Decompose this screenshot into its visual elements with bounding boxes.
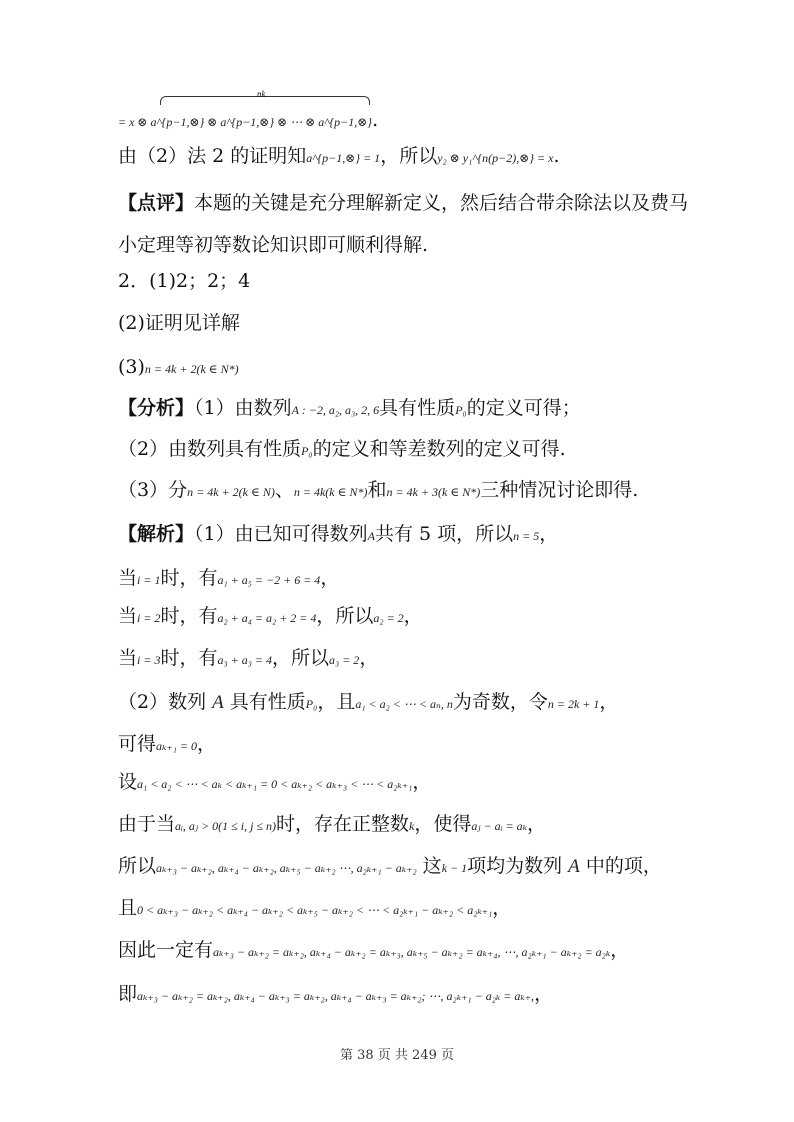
text-line (118, 396, 738, 422)
math-expression: i = 3 (137, 653, 161, 667)
math-expression: i = 2 (137, 611, 161, 625)
text-segment: 所以 (118, 855, 157, 877)
math-expression: i = 1 (137, 573, 161, 587)
text-segment: ，且 (317, 691, 356, 713)
math-expression: y₂ ⊗ y₁^{n(p−2),⊗} = x (437, 151, 554, 165)
text-line (118, 311, 738, 335)
text-line (118, 896, 738, 922)
math-expression: aₖ₊₃ − aₖ₊₂ = aₖ₊₂, aₖ₊₄ − aₖ₊₂ = aₖ₊₃, aₖ₊₅ − aₖ₊₂ = aₖ₊₄, ⋯, a₂ₖ₊₁ − aₖ₊₂ = a₂ₖ (213, 945, 611, 959)
math-expression: aⱼ − aᵢ = aₖ (471, 819, 528, 833)
math-expression: P₀ (305, 697, 318, 711)
text-segment: 三种情况讨论即得. (480, 479, 639, 501)
math-expression: a₂ + a₄ = a₂ + 2 = 4 (217, 611, 317, 625)
math-expression: aₖ₊₃ − aₖ₊₂ = aₖ₊₂, aₖ₊₄ − aₖ₊₃ = aₖ₊₂, aₖ₊₄ − aₖ₊₃ = aₖ₊₂; ⋯, a₂ₖ₊₁ − a₂ₖ = aₖ₊, (137, 989, 535, 1003)
math-expression: k − 1 (441, 861, 468, 875)
text-line (118, 982, 738, 1008)
text-segment: （2）由数列具有性质 (118, 438, 302, 460)
math-expression: a₃ = 2 (329, 653, 360, 667)
math-expression: A : −2, a₂, a₃, 2, 6 (291, 403, 380, 417)
text-segment: 和 (367, 479, 387, 501)
text-line (118, 191, 738, 215)
math-expression: a^{p−1,⊗} ⊗ a^{p−1,⊗} ⊗ ⋯ ⊗ a^{p−1,⊗} (150, 115, 373, 129)
math-expression: n = 4k + 2(k ∈ N) (187, 485, 275, 499)
text-segment: 时，存在正整数 (276, 813, 410, 835)
text-segment: 时，有 (160, 647, 218, 669)
text-segment: . (372, 109, 379, 131)
text-segment: 设 (118, 771, 138, 793)
section-label: 【点评】 (118, 192, 195, 214)
text-segment: 由（2）法 2 的证明知 (118, 145, 307, 167)
text-segment: . (553, 145, 560, 167)
text-line (118, 690, 738, 716)
text-segment: 本题的关键是充分理解新定义，然后结合带余除法以及费马 (194, 192, 689, 214)
text-segment: 当 (118, 567, 138, 589)
text-segment: ， (320, 567, 340, 589)
math-expression: aₖ₊₃ − aₖ₊₂, aₖ₊₄ − aₖ₊₂, aₖ₊₅ − aₖ₊₂ ⋯, a₂ₖ₊₁ − aₖ₊₂ (156, 861, 417, 875)
overbrace-expression (150, 89, 373, 134)
text-line (118, 938, 738, 964)
math-expression: a₂ = 2 (373, 611, 404, 625)
text-segment: 共有 5 项，所以 (374, 523, 514, 545)
math-expression: aₖ₊₁ = 0 (156, 739, 197, 753)
text-segment: 具有性质 (223, 691, 306, 713)
text-segment: (2)证明见详解 (118, 312, 240, 334)
text-segment: ，所以 (316, 605, 374, 627)
text-segment: ， (403, 605, 423, 627)
text-line (118, 478, 738, 504)
math-expression: n = 2k + 1 (547, 697, 600, 711)
math-symbol: A (568, 856, 580, 877)
text-line (118, 812, 738, 838)
text-segment: 时，有 (160, 605, 218, 627)
text-line (118, 604, 738, 630)
math-expression: 0 < aₖ₊₃ − aₖ₊₂ < aₖ₊₄ − aₖ₊₂ < aₖ₊₅ − aₖ₊₂ < ⋯ < a₂ₖ₊₁ − aₖ₊₂ < a₂ₖ₊₁ (137, 903, 493, 917)
text-segment: 项均为数列 (467, 855, 569, 877)
text-segment: （2）数列 (118, 691, 213, 713)
text-line (118, 144, 738, 170)
text-line (118, 566, 738, 592)
text-line (118, 437, 738, 463)
text-segment: ， (412, 771, 432, 793)
text-segment: （1）由已知可得数列 (194, 523, 368, 545)
section-label: 【解析】 (118, 523, 195, 545)
text-line (118, 233, 738, 257)
text-segment: ，所以 (272, 647, 330, 669)
text-line (118, 854, 738, 880)
math-expression: n = 4k + 3(k ∈ N*) (386, 485, 481, 499)
math-expression: = x ⊗ (118, 115, 151, 129)
text-segment: 这 (416, 855, 442, 877)
text-segment: 当 (118, 647, 138, 669)
text-segment: ， (359, 647, 379, 669)
text-segment: ， (539, 523, 559, 545)
text-segment: 由于当 (118, 813, 176, 835)
math-expression: P₀ (301, 444, 313, 458)
text-segment: 时，有 (160, 567, 218, 589)
text-segment: ， (197, 733, 217, 755)
text-segment: （3）分 (118, 479, 188, 501)
text-segment: 可得 (118, 733, 157, 755)
text-segment: ， (492, 897, 512, 919)
math-symbol: A (212, 692, 224, 713)
math-expression: a^{p−1,⊗} = 1 (306, 151, 381, 165)
text-segment: ，所以 (380, 145, 438, 167)
text-segment: 且 (118, 897, 138, 919)
text-segment: 中的项， (579, 855, 662, 877)
math-expression: n = 5 (513, 529, 540, 543)
text-line (118, 732, 738, 758)
text-line (118, 646, 738, 672)
text-line (118, 522, 738, 548)
text-segment: ， (599, 691, 619, 713)
math-expression: n = 4k(k ∈ N*) (293, 485, 368, 499)
overbrace-label: nk (257, 89, 266, 99)
text-segment: 小定理等初等数论知识即可顺利得解. (118, 234, 429, 256)
text-segment: 因此一定有 (118, 939, 214, 961)
text-segment: 具有性质 (379, 397, 456, 419)
text-line (118, 770, 738, 796)
math-expression: A (367, 529, 375, 543)
math-expression: a₁ < a₂ < ⋯ < aₖ < aₖ₊₁ = 0 < aₖ₊₂ < aₖ₊₃ < ⋯ < a₂ₖ₊₁ (137, 777, 413, 791)
text-segment: 当 (118, 605, 138, 627)
text-segment: （1）由数列 (194, 397, 292, 419)
text-line (118, 355, 738, 381)
text-segment: 即 (118, 983, 138, 1005)
text-line (118, 269, 738, 293)
text-segment: ， (527, 813, 547, 835)
math-expression: a₁ + a₅ = −2 + 6 = 4 (217, 573, 321, 587)
text-segment: 为奇数，令 (452, 691, 548, 713)
text-segment: 2．(1)2；2；4 (118, 270, 251, 292)
text-segment: ， (610, 939, 630, 961)
math-expression: n = 4k + 2(k ∈ N*) (144, 362, 239, 376)
math-expression: a₁ < a₂ < ⋯ < aₙ, n (355, 697, 453, 711)
text-segment: 的定义和等差数列的定义可得. (312, 438, 566, 460)
text-segment: ，使得 (414, 813, 472, 835)
text-segment: 、 (274, 479, 294, 501)
section-label: 【分析】 (118, 397, 195, 419)
text-segment: 的定义可得； (466, 397, 581, 419)
math-expression: k (409, 819, 415, 833)
text-segment: (3) (118, 356, 145, 378)
text-line (118, 89, 738, 134)
math-expression: aᵢ, aⱼ > 0(1 ≤ i, j ≤ n) (175, 819, 277, 833)
text-segment: ， (534, 983, 554, 1005)
math-expression: P₀ (455, 403, 467, 417)
page-footer: 第 38 页 共 249 页 (339, 1048, 455, 1063)
math-expression: a₃ + a₃ = 4 (217, 653, 273, 667)
